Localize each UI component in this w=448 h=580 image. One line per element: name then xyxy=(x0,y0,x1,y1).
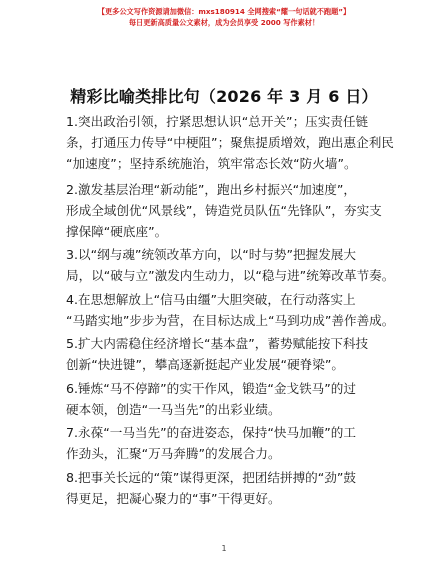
list-item-line: 7.永葆“一马当先”的奋进姿态，保持“快马加鞭”的工 xyxy=(66,425,356,440)
list-item-line: “马踏实地”步步为营，在目标达成上“马到功成”善作善成。 xyxy=(66,313,395,328)
list-item-2 xyxy=(66,179,386,242)
list-item-line: 得更足，把凝心聚力的“事”干得更好。 xyxy=(66,491,281,506)
list-item-line: 6.锤炼“马不停蹄”的实干作风，锻造“金戈铁马”的过 xyxy=(66,381,356,396)
promo-banner xyxy=(0,6,448,28)
document-title: 精彩比喻类排比句（2026 年 3 月 6 日） xyxy=(70,87,378,106)
list-item-line: 创新“快进键”，攀高逐新挺起产业发展“硬脊梁”。 xyxy=(66,357,344,372)
list-item-line: “加速度”；坚持系统施治，筑牢常态长效“防火墙”。 xyxy=(66,156,357,171)
list-item-line: 局，以“破与立”激发内生动力，以“稳与进”统筹改革节奏。 xyxy=(66,268,395,283)
list-item-line: 8.把事关长远的“策”谋得更深，把团结拼搏的“劲”鼓 xyxy=(66,470,356,485)
list-item-line: 4.在思想解放上“信马由缰”大胆突破，在行动落实上 xyxy=(66,292,356,307)
list-item-6 xyxy=(66,378,386,420)
list-item-line: 2.激发基层治理“新动能”，跑出乡村振兴“加速度”， xyxy=(66,182,356,197)
promo-banner-line-1: 【更多公文写作资源请加微信：mxs180914 全网搜索“耀一句话就不跑题”】 xyxy=(97,7,351,16)
list-item-line: 形成全域创优“风景线”，铸造党员队伍“先锋队”，夯实支 xyxy=(66,203,382,218)
list-item-line: 1.突出政治引领，拧紧思想认识“总开关”；压实责任链 xyxy=(66,114,369,129)
list-item-8 xyxy=(66,467,386,509)
list-item-4 xyxy=(66,289,395,331)
list-item-line: 撑保障“硬底座”。 xyxy=(66,224,168,239)
list-item-line: 作劲头，汇聚“万马奔腾”的发展合力。 xyxy=(66,446,281,461)
list-item-line: 硬本领，创造“一马当先”的出彩业绩。 xyxy=(66,402,281,417)
list-item-line: 5.扩大内需稳住经济增长“基本盘”，蓄势赋能按下科技 xyxy=(66,336,369,351)
list-item-5 xyxy=(66,333,386,375)
list-item-line: 3.以“纲与魂”统领改革方向，以“时与势”把握发展大 xyxy=(66,247,356,262)
list-item-3 xyxy=(66,244,395,286)
promo-banner-line-2: 每日更新高质量公文素材，成为会员享受 2000 写作素材！ xyxy=(128,18,320,27)
list-item-line: 条，打通压力传导“中梗阻”；聚焦提质增效，跑出惠企利民 xyxy=(66,135,394,150)
page-number: 1 xyxy=(221,544,227,553)
list-item-1 xyxy=(66,111,394,174)
list-item-7 xyxy=(66,422,386,464)
